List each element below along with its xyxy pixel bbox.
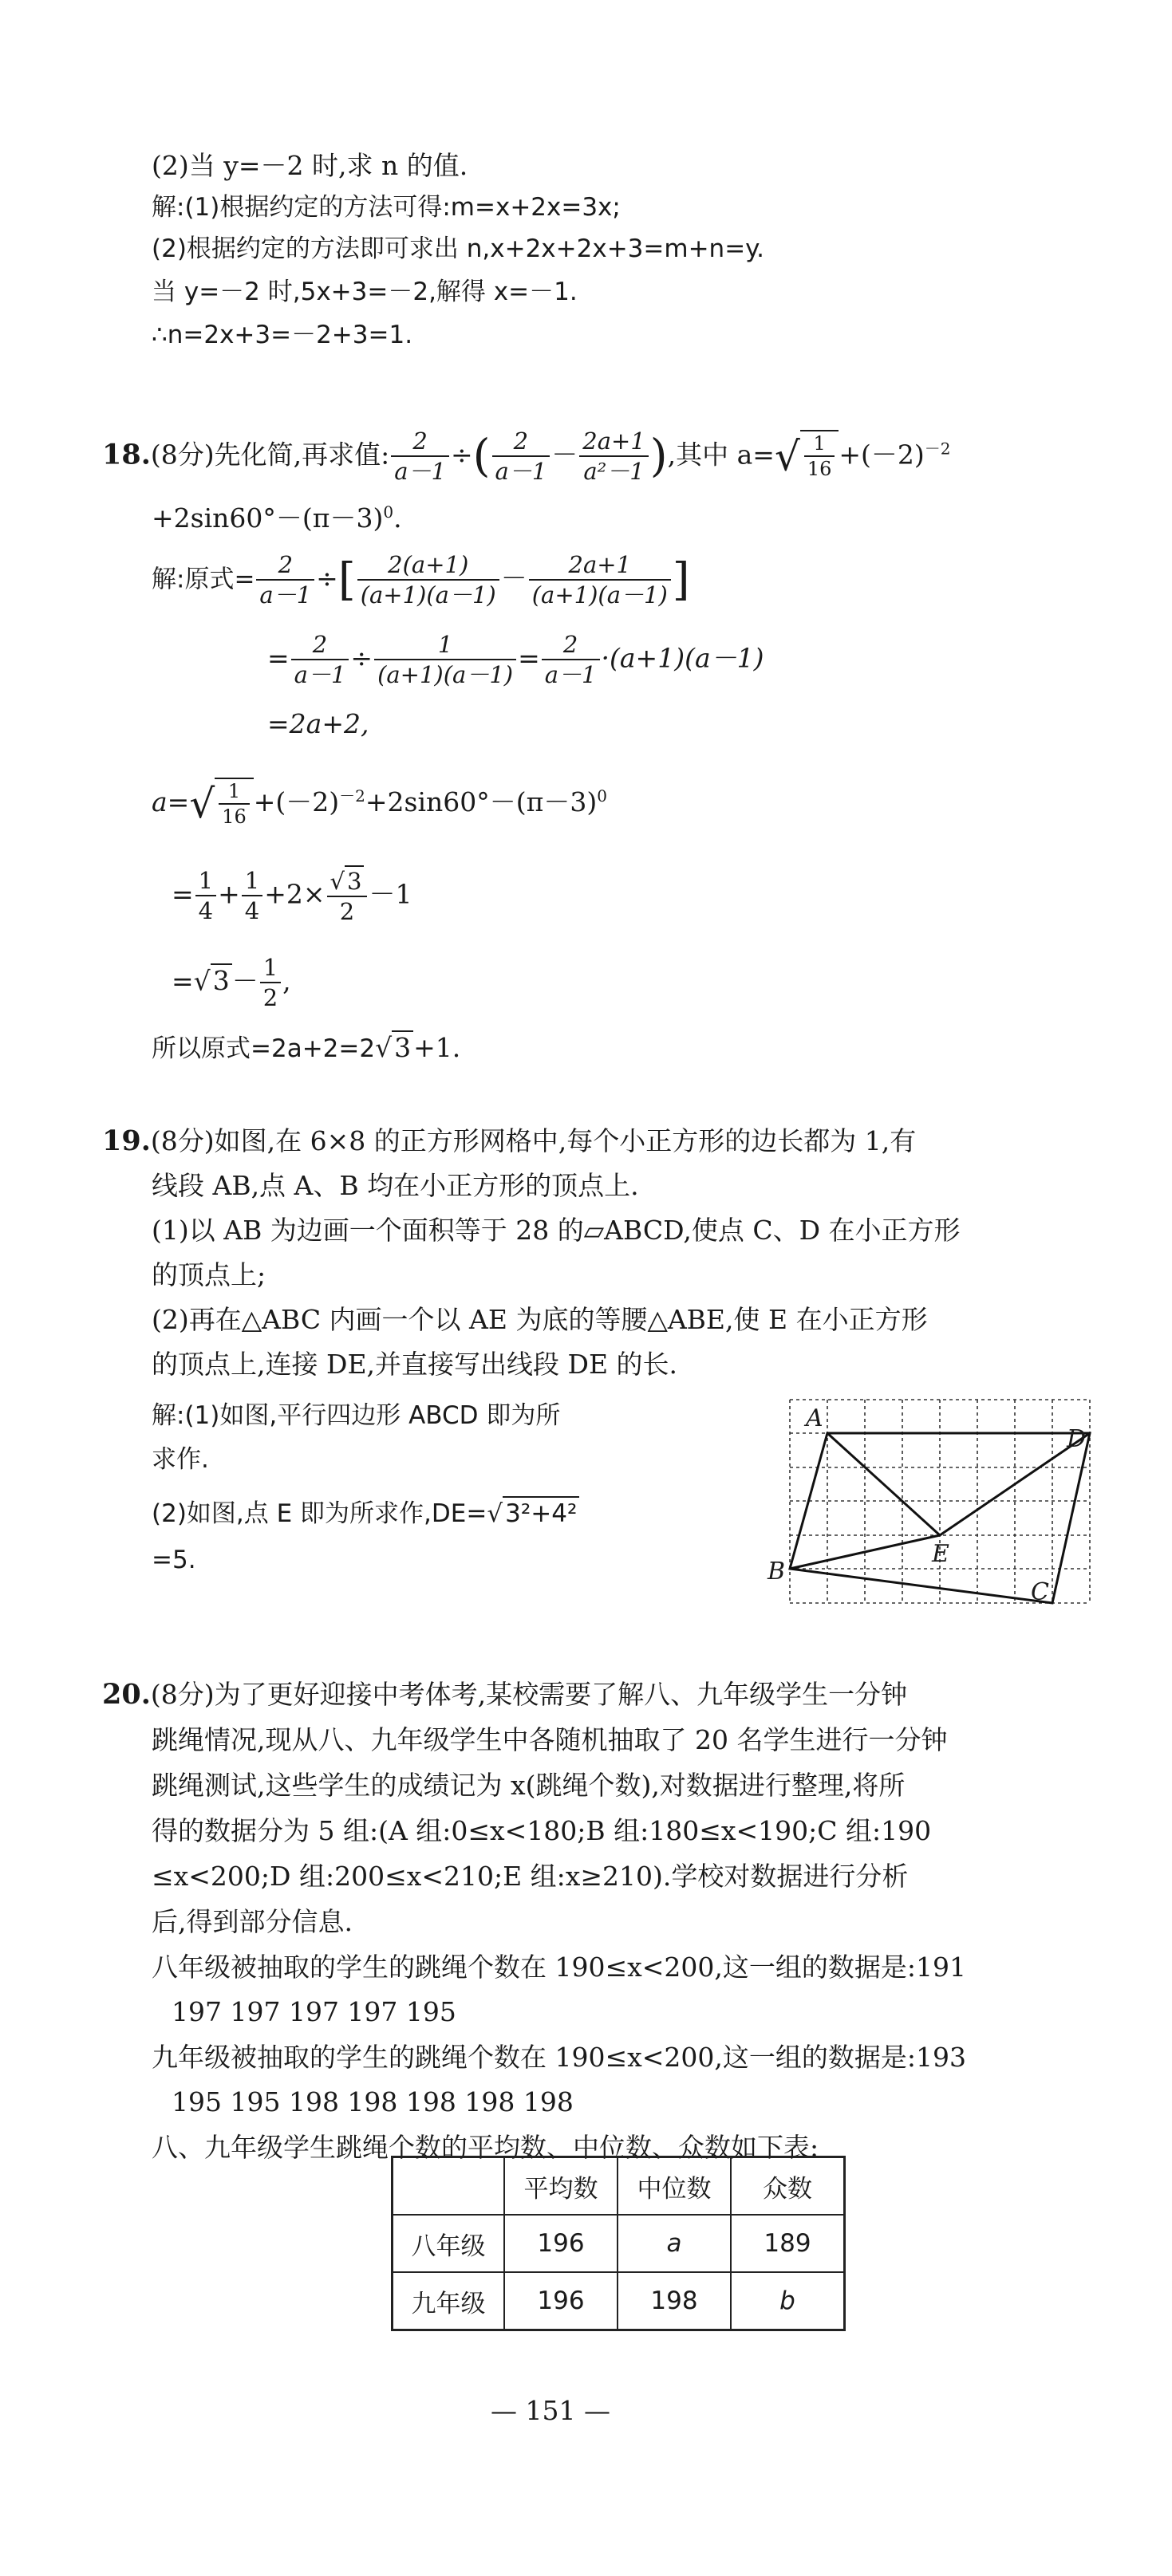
q18-solution-step1: 解:原式= $\frac{2}{a-1}$ ÷[ $\frac{2(a+1)}{(a+1)(a-1)}$ － $\frac{2a+1}{(a+1)(a-1)}$ ] <box>152 551 690 609</box>
q20-line-6: 后,得到部分信息. <box>152 1906 353 1937</box>
q17-solution-3: 当 y=－2 时,5x+3=－2,解得 x=－1. <box>152 278 578 306</box>
q19-line-4: 的顶点上; <box>152 1259 266 1290</box>
q19-line-3: (1)以 AB 为边画一个面积等于 28 的▱ABCD,使点 C、D 在小正方形 <box>152 1215 961 1246</box>
page-number: — 151 — <box>491 2395 610 2426</box>
q19-line-1: 19.(8分)如图,在 6×8 的正方形网格中,每个小正方形的边长都为 1,有 <box>102 1125 917 1157</box>
segment-ae <box>827 1433 940 1535</box>
q20-line-3: 跳绳测试,这些学生的成绩记为 x(跳绳个数),对数据进行整理,将所 <box>152 1770 906 1801</box>
grid-lines <box>790 1400 1090 1603</box>
q20-line-9: 九年级被抽取的学生的跳绳个数在 190≤x<200,这一组的数据是:193 <box>152 2042 966 2073</box>
q19-line-6: 的顶点上,连接 DE,并直接写出线段 DE 的长. <box>152 1349 678 1380</box>
q20-line-7: 八年级被抽取的学生的跳绳个数在 190≤x<200,这一组的数据是:191 <box>152 1952 966 1983</box>
q19-solution-1: 解:(1)如图,平行四边形 ABCD 即为所 <box>152 1401 561 1430</box>
q18-final: 所以原式=2a+2=2√3+1. <box>152 1032 461 1063</box>
q19-solution-3: (2)如图,点 E 即为所求作,DE=√3²+4² <box>152 1496 579 1530</box>
q18-stem: 18.(8分)先化简,再求值: $\frac{2}{a-1}$ ÷( $\frac{2}{a-1}$ － $\frac{2a+1}{\text{a²－1}}$ ),其中 a=√ $\frac{1}{16}$ $+(-2)^{-2}$ <box>102 427 951 486</box>
table-row: 九年级 196 198 b <box>393 2272 845 2330</box>
q18-solution-step3: =2a+2, <box>267 708 369 739</box>
stats-table <box>391 2156 846 2331</box>
q19-line-5: (2)再在△ABC 内画一个以 AE 为底的等腰△ABE,使 E 在小正方形 <box>152 1304 928 1335</box>
table-header-row: 平均数 中位数 众数 <box>393 2157 845 2216</box>
label-c: C <box>1031 1578 1049 1606</box>
q18-number: 18. <box>102 438 151 471</box>
q19-solution-4: =5. <box>152 1546 196 1574</box>
label-b: B <box>768 1558 786 1585</box>
label-d: D <box>1067 1425 1087 1453</box>
q20-line-2: 跳绳情况,现从八、九年级学生中各随机抽取了 20 名学生进行一分钟 <box>152 1724 948 1755</box>
q20-line-4: 得的数据分为 5 组:(A 组:0≤x<180;B 组:180≤x<190;C 组:190 <box>152 1815 932 1846</box>
q17-solution-2: (2)根据约定的方法即可求出 n,x+2x+2x+3=m+n=y. <box>152 234 764 263</box>
q20-line-1: 20.(8分)为了更好迎接中考体考,某校需要了解八、九年级学生一分钟 <box>102 1678 908 1711</box>
q20-line-5: ≤x<200;D 组:200≤x<210;E 组:x≥210).学校对数据进行分析 <box>152 1861 909 1892</box>
q18-solution-step2: = $\frac{2}{a-1}$ ÷ $\frac{1}{(a+1)(a-1)}$ = $\frac{2}{a-1}$ ·(a+1)(a－1) <box>267 631 764 689</box>
q18-a-step2: = $\frac{1}{4}$ + $\frac{1}{4}$ +2× $\frac{√ 3}{2}$ －1 <box>172 867 412 926</box>
q20-line-8: 197 197 197 197 195 <box>172 1996 456 2027</box>
label-a: A <box>806 1404 823 1432</box>
q19-line-2: 线段 AB,点 A、B 均在小正方形的顶点上. <box>152 1170 639 1201</box>
q18-points: (8分) <box>150 439 215 471</box>
q20-line-10: 195 195 198 198 198 198 198 <box>172 2086 574 2117</box>
q17-part2: (2)当 y=－2 时,求 n 的值. <box>152 150 468 181</box>
q19-grid-figure <box>766 1388 1101 1619</box>
q18-a-step3: =√3－ $\frac{1}{2}$ , <box>172 954 291 1012</box>
q19-solution-2: 求作. <box>152 1445 209 1474</box>
label-e: E <box>932 1540 949 1568</box>
q18-a-value: a=√ $\frac{1}{16}$ $+(-2)^{-2}+2\sin 60^\circ-(\pi-3)^0$ <box>152 778 607 829</box>
q20-line-11: 八、九年级学生跳绳个数的平均数、中位数、众数如下表: <box>152 2132 819 2163</box>
q17-solution-4: ∴n=2x+3=－2+3=1. <box>152 321 413 349</box>
table-row: 八年级 196 a 189 <box>393 2215 845 2272</box>
q17-solution-1: 解:(1)根据约定的方法可得:m=x+2x=3x; <box>152 193 621 222</box>
q18-stem-2: $+2\sin 60^\circ-(\pi-3)^0$. <box>152 502 402 534</box>
